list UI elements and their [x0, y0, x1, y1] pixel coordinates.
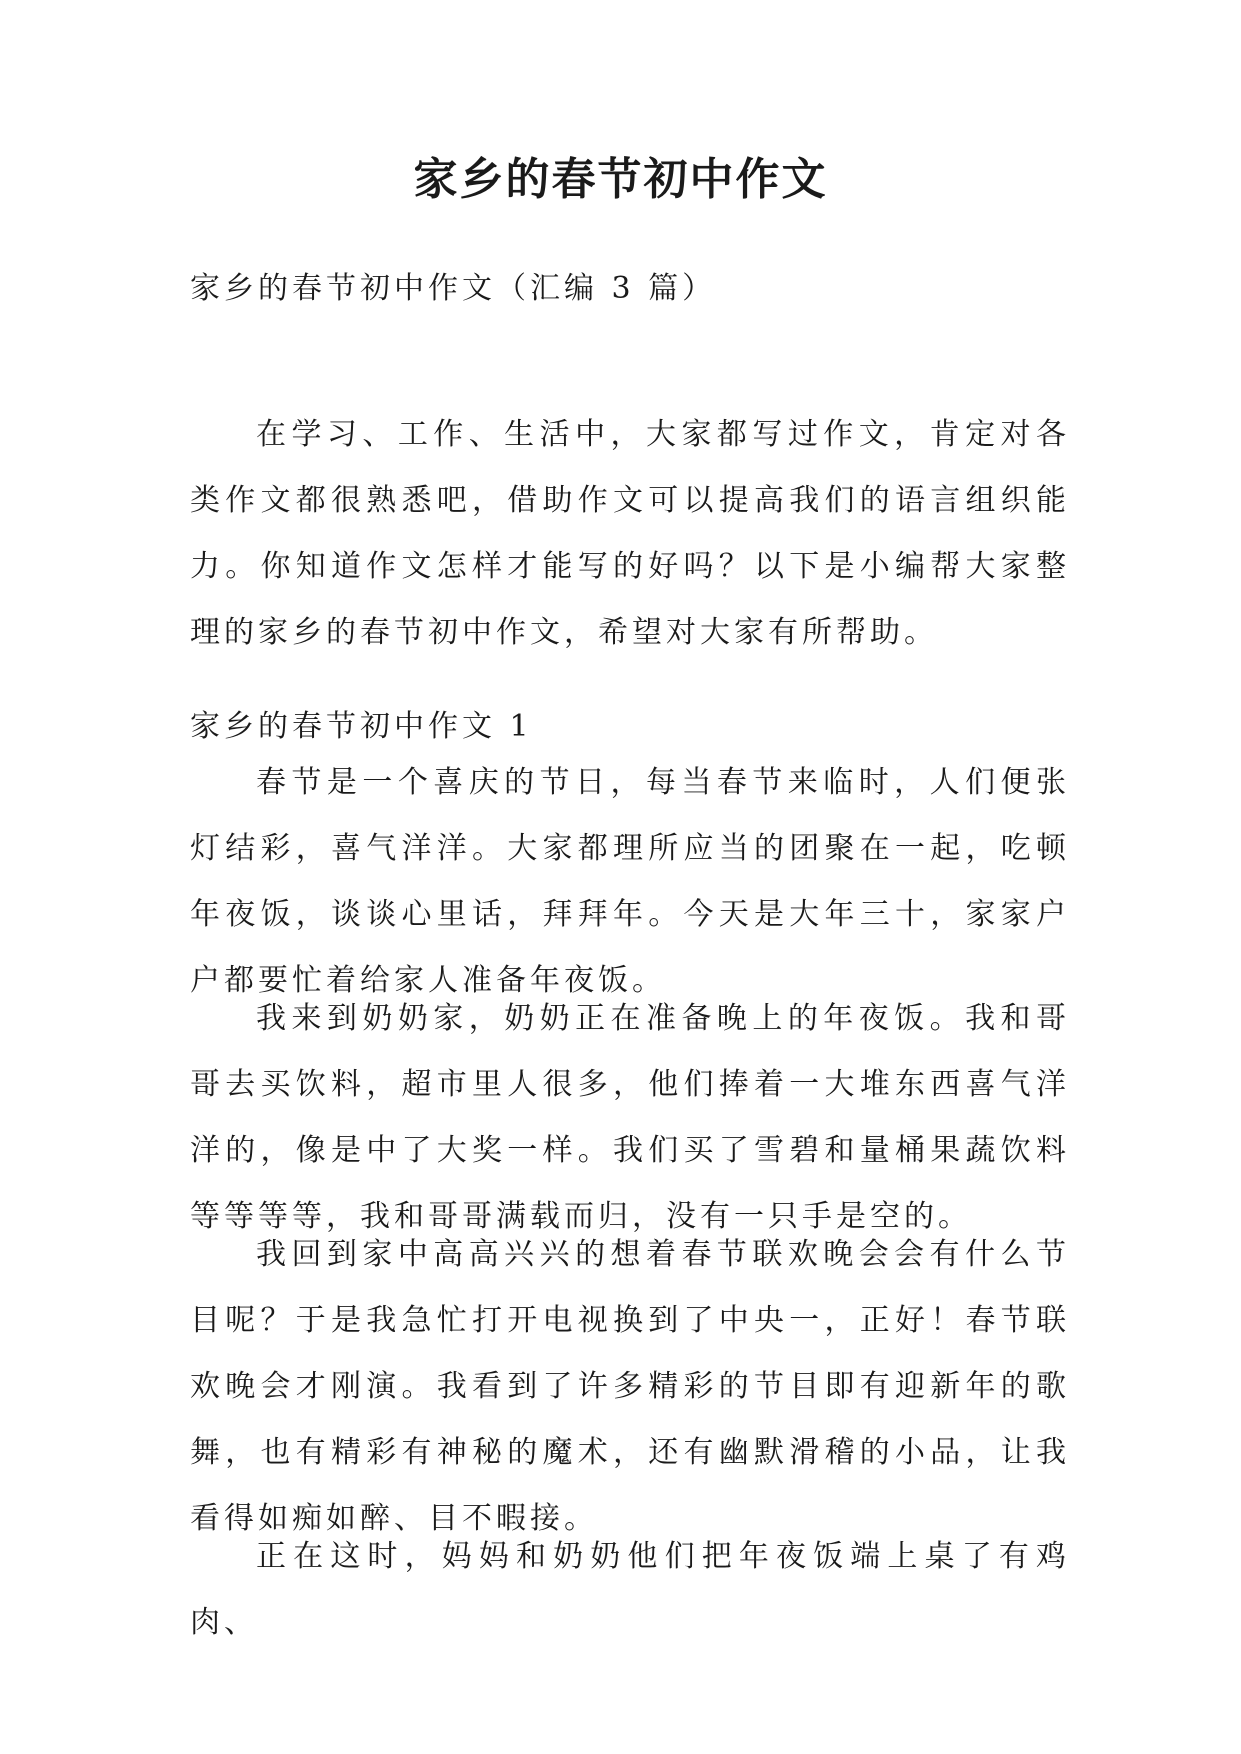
intro-paragraph: 在学习、工作、生活中，大家都写过作文，肯定对各类作文都很熟悉吧，借助作文可以提高我们的语言组织能力。你知道作文怎样才能写的好吗？以下是小编帮大家整理的家乡的春节初中作文，希望对大家有所帮助。 [190, 417, 1070, 650]
body-paragraph: 我回到家中高高兴兴的想着春节联欢晚会会有什么节目呢？于是我急忙打开电视换到了中央一，正好！春节联欢晚会才刚演。我看到了许多精彩的节目即有迎新年的歌舞，也有精彩有神秘的魔术，还有幽默滑稽的小品，让我看得如痴如醉、目不暇接。 [190, 1237, 1070, 1536]
body-paragraph: 我来到奶奶家，奶奶正在准备晚上的年夜饭。我和哥哥去买饮料，超市里人很多，他们捧着一大堆东西喜气洋洋的，像是中了大奖一样。我们买了雪碧和量桶果蔬饮料等等等等，我和哥哥满载而归，没有一只手是空的。 [190, 1001, 1070, 1234]
document-subtitle: 家乡的春节初中作文（汇编 3 篇） [190, 271, 717, 306]
document-title: 家乡的春节初中作文 [413, 154, 828, 205]
body-paragraph: 正在这时，妈妈和奶奶他们把年夜饭端上桌了有鸡肉、 [190, 1539, 1070, 1640]
section-heading: 家乡的春节初中作文 1 [190, 709, 533, 744]
body-paragraph: 春节是一个喜庆的节日，每当春节来临时，人们便张灯结彩，喜气洋洋。大家都理所应当的团聚在一起，吃顿年夜饭，谈谈心里话，拜拜年。今天是大年三十，家家户户都要忙着给家人准备年夜饭。 [190, 765, 1070, 998]
